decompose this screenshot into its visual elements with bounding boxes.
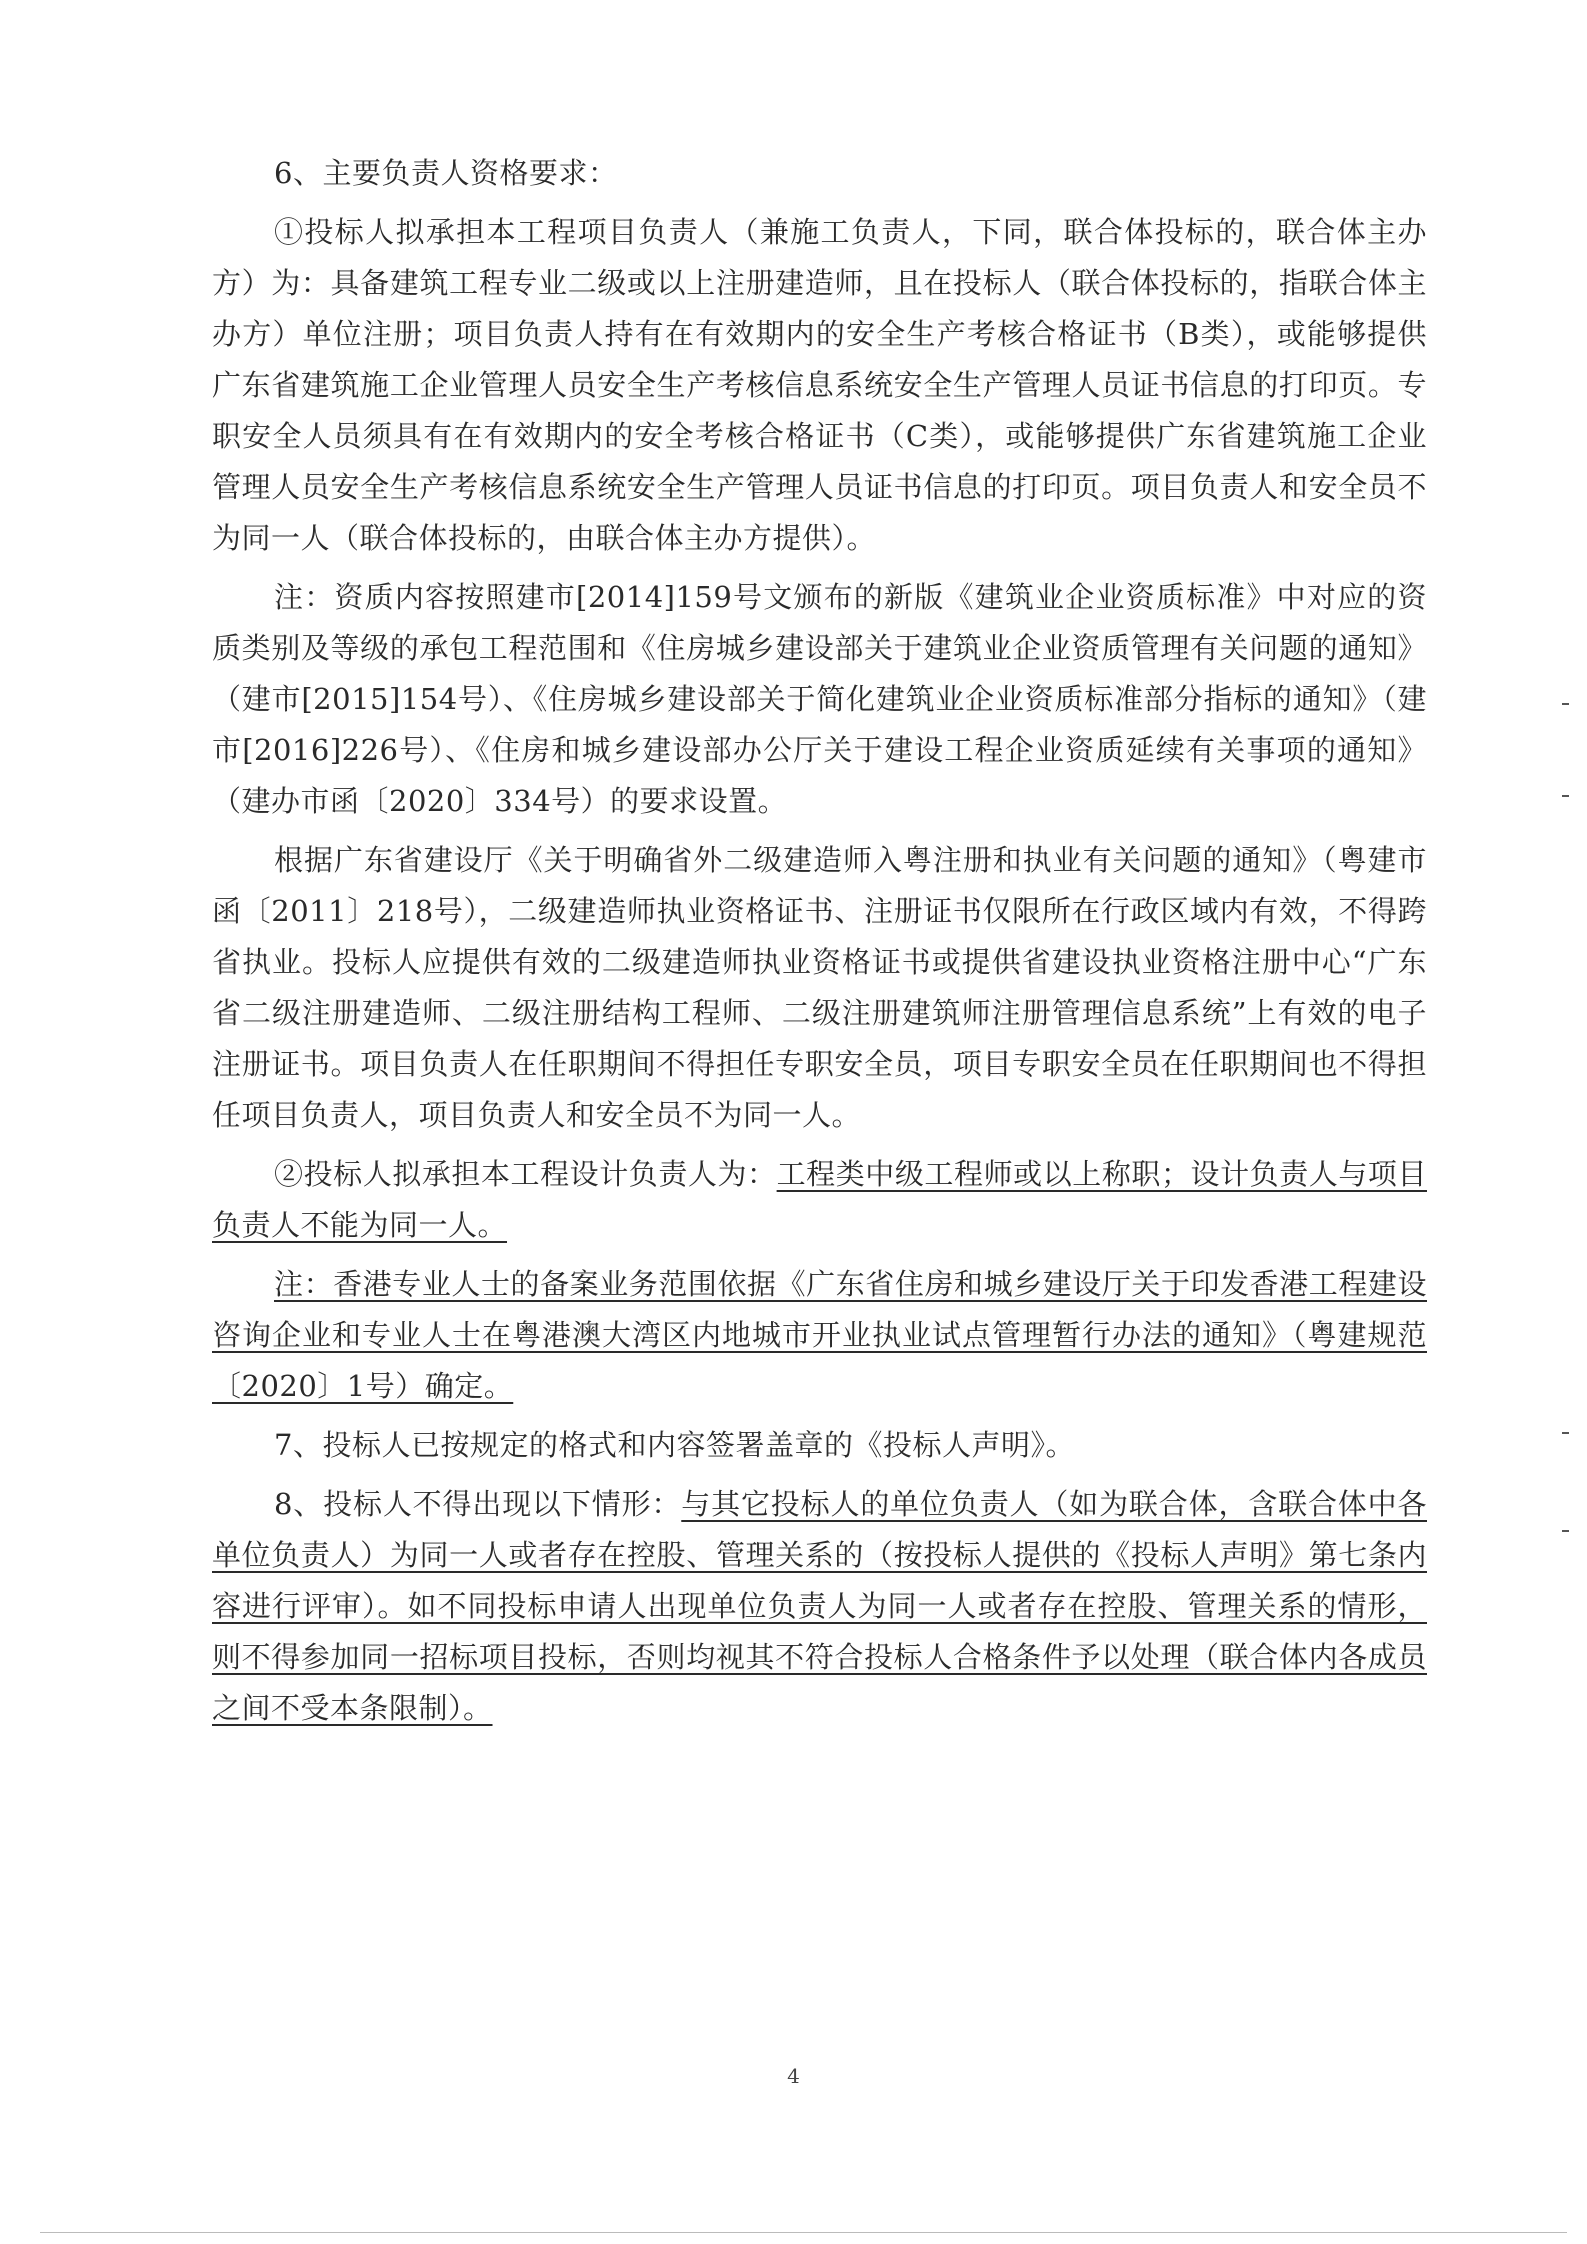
- paragraph-design-manager: [212, 1149, 1427, 1251]
- paragraph-7-declaration: [212, 1420, 1427, 1471]
- paragraph-guangdong-notice: [212, 835, 1427, 1141]
- p6-seg-0-underlined: 注：香港专业人士的备案业务范围依据《广东省住房和城乡建设厅关于印发香港工程建设咨询企业和专业人士在粤港澳大湾区内地城市开业执业试点管理暂行办法的通知》（粤建规范〔2020〕1号）确定。: [212, 1267, 1427, 1403]
- p5-seg-0: ②投标人拟承担本工程设计负责人为：: [274, 1157, 777, 1191]
- p2-seg-0: ①投标人拟承担本工程项目负责人（兼施工负责人，下同，联合体投标的，联合体主办方）为：具备建筑工程专业二级或以上注册建造师，且在投标人（联合体投标的，指联合体主办方）单位注册；项目负责人持有在有效期内的安全生产考核合格证书（B类），或能够提供广东省建筑施工企业管理人员安全生产考核信息系统安全生产管理人员证书信息的打印页。专职安全人员须具有在有效期内的安全考核合格证书（C类），或能够提供广东省建筑施工企业管理人员安全生产考核信息系统安全生产管理人员证书信息的打印页。项目负责人和安全员不为同一人（联合体投标的，由联合体主办方提供）。: [212, 215, 1427, 555]
- scan-edge-line: [40, 2232, 1567, 2233]
- paragraph-qualification-note: [212, 572, 1427, 827]
- p1-seg-0: 6、主要负责人资格要求：: [274, 156, 618, 190]
- p8-seg-1-underlined: 与其它投标人的单位负责人（如为联合体，含联合体中各单位负责人）为同一人或者存在控股、管理关系的（按投标人提供的《投标人声明》第七条内容进行评审）。如不同投标申请人出现单位负责人为同一人或者存在控股、管理关系的情形，则不得参加同一招标项目投标，否则均视其不符合投标人合格条件予以处理（联合体内各成员之间不受本条限制）。: [212, 1487, 1427, 1725]
- paragraph-project-manager: [212, 207, 1427, 564]
- p7-seg-0: 7、投标人已按规定的格式和内容签署盖章的《投标人声明》。: [274, 1428, 1075, 1462]
- p5-seg-1-underlined: 工程类中级工程师或以上称职；设计负责人与项目负责人不能为同一人。: [212, 1157, 1427, 1242]
- margin-mark: [1562, 1432, 1569, 1434]
- paragraph-hongkong-note: [212, 1259, 1427, 1412]
- p3-seg-0: 注：资质内容按照建市[2014]159号文颁布的新版《建筑业企业资质标准》中对应的资质类别及等级的承包工程范围和《住房城乡建设部关于建筑业企业资质管理有关问题的通知》（建市[2015]154号）、《住房城乡建设部关于简化建筑业企业资质标准部分指标的通知》（建市[2016]226号）、《住房和城乡建设部办公厅关于建设工程企业资质延续有关事项的通知》（建办市函〔2020〕334号）的要求设置。: [212, 580, 1427, 818]
- margin-mark: [1562, 703, 1569, 705]
- page-number: 4: [787, 2064, 800, 2088]
- margin-mark: [1562, 795, 1569, 797]
- paragraph-8-restrictions: [212, 1479, 1427, 1734]
- p8-seg-0: 8、投标人不得出现以下情形：: [274, 1487, 682, 1521]
- margin-mark: [1562, 1530, 1569, 1532]
- paragraph-6-requirements: [212, 148, 1427, 199]
- p4-seg-0: 根据广东省建设厅《关于明确省外二级建造师入粤注册和执业有关问题的通知》（粤建市函〔2011〕218号），二级建造师执业资格证书、注册证书仅限所在行政区域内有效，不得跨省执业。投标人应提供有效的二级建造师执业资格证书或提供省建设执业资格注册中心“广东省二级注册建造师、二级注册结构工程师、二级注册建筑师注册管理信息系统”上有效的电子注册证书。项目负责人在任职期间不得担任专职安全员，项目专职安全员在任职期间也不得担任项目负责人，项目负责人和安全员不为同一人。: [212, 843, 1427, 1132]
- document-body: [212, 148, 1427, 1742]
